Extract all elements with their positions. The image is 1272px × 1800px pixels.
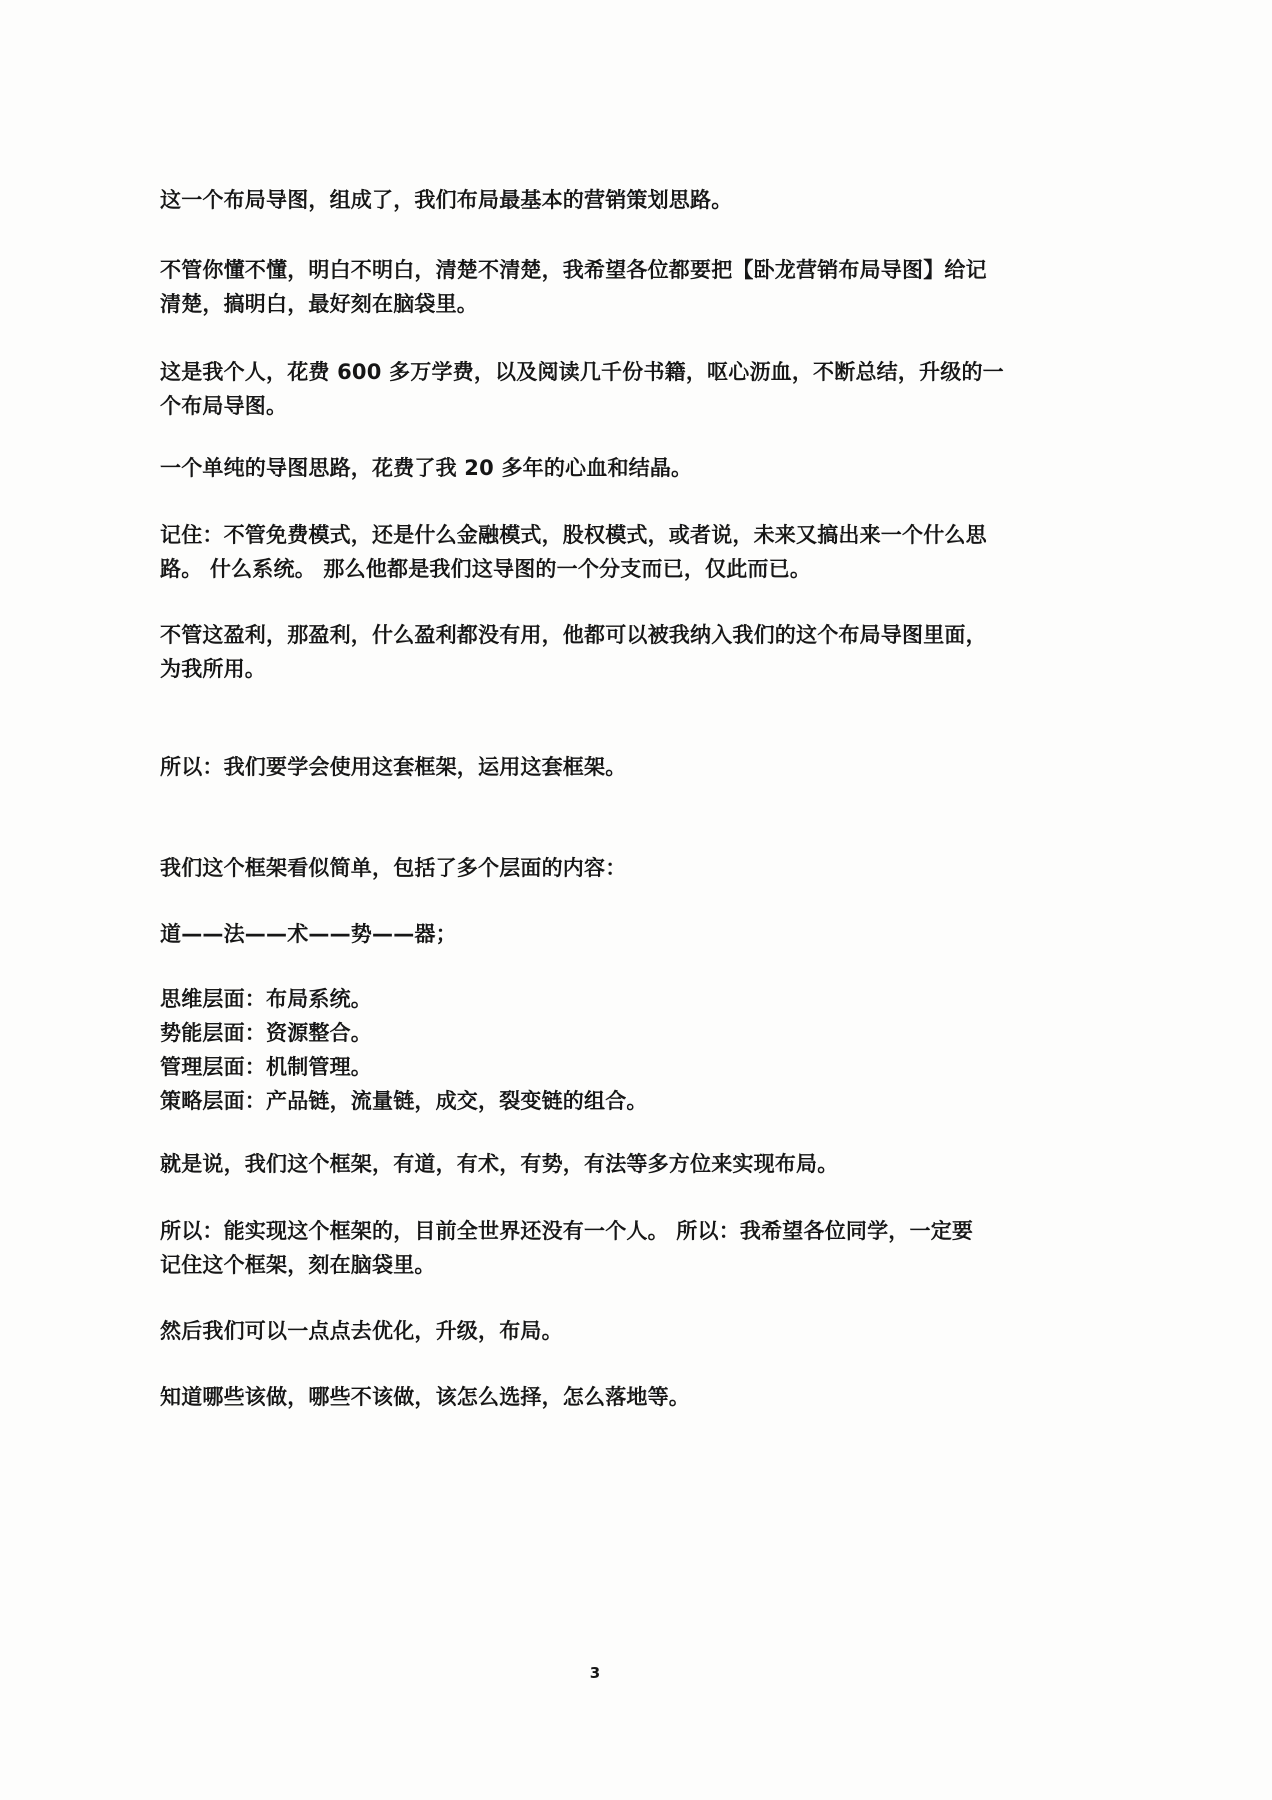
text-line: 策略层面：产品链，流量链，成交，裂变链的组合。: [160, 1089, 648, 1113]
text-line: 一个单纯的导图思路，花费了我 20 多年的心血和结晶。: [160, 456, 693, 480]
paragraph-7: [160, 750, 1060, 784]
paragraph-8: [160, 851, 1060, 885]
text-line: 管理层面：机制管理。: [160, 1055, 372, 1079]
paragraph-5: [160, 518, 1060, 586]
page-number: 3: [589, 1664, 601, 1682]
text-line: 知道哪些该做，哪些不该做，该怎么选择，怎么落地等。: [160, 1385, 690, 1409]
paragraph-9: [160, 917, 1060, 951]
text-line: 势能层面：资源整合。: [160, 1021, 372, 1045]
text-line: 所以：能实现这个框架的，目前全世界还没有一个人。 所以：我希望各位同学，一定要: [160, 1219, 974, 1243]
text-line: 这一个布局导图，组成了，我们布局最基本的营销策划思路。: [160, 188, 733, 212]
text-line: 清楚，搞明白，最好刻在脑袋里。: [160, 292, 478, 316]
paragraph-12: [160, 1214, 1060, 1282]
paragraph-10: [160, 982, 1060, 1118]
text-line: 记住：不管免费模式，还是什么金融模式，股权模式，或者说，未来又搞出来一个什么思: [160, 523, 987, 547]
text-line: 这是我个人，花费 600 多万学费，以及阅读几千份书籍，呕心沥血，不断总结，升级的一: [160, 360, 1004, 384]
paragraph-1: [160, 183, 1060, 217]
paragraph-14: [160, 1380, 1060, 1414]
text-line: 路。 什么系统。 那么他都是我们这导图的一个分支而已，仅此而已。: [160, 557, 812, 581]
paragraph-3: [160, 355, 1060, 423]
text-line: 不管你懂不懂，明白不明白，清楚不清楚，我希望各位都要把【卧龙营销布局导图】给记: [160, 258, 987, 282]
paragraph-4: [160, 451, 1060, 485]
text-line: 个布局导图。: [160, 394, 288, 418]
paragraph-13: [160, 1314, 1060, 1348]
text-line: 道——法——术——势——器；: [160, 922, 457, 946]
text-line: 就是说，我们这个框架，有道，有术，有势，有法等多方位来实现布局。: [160, 1152, 839, 1176]
paragraph-6: [160, 618, 1060, 686]
text-line: 所以：我们要学会使用这套框架，运用这套框架。: [160, 755, 627, 779]
text-line: 我们这个框架看似简单，包括了多个层面的内容：: [160, 856, 627, 880]
paragraph-2: [160, 253, 1060, 321]
paragraph-11: [160, 1147, 1060, 1181]
text-line: 不管这盈利，那盈利，什么盈利都没有用，他都可以被我纳入我们的这个布局导图里面，: [160, 623, 987, 647]
text-line: 为我所用。: [160, 657, 266, 681]
text-line: 然后我们可以一点点去优化，升级，布局。: [160, 1319, 563, 1343]
text-line: 思维层面：布局系统。: [160, 987, 372, 1011]
text-line: 记住这个框架，刻在脑袋里。: [160, 1253, 436, 1277]
